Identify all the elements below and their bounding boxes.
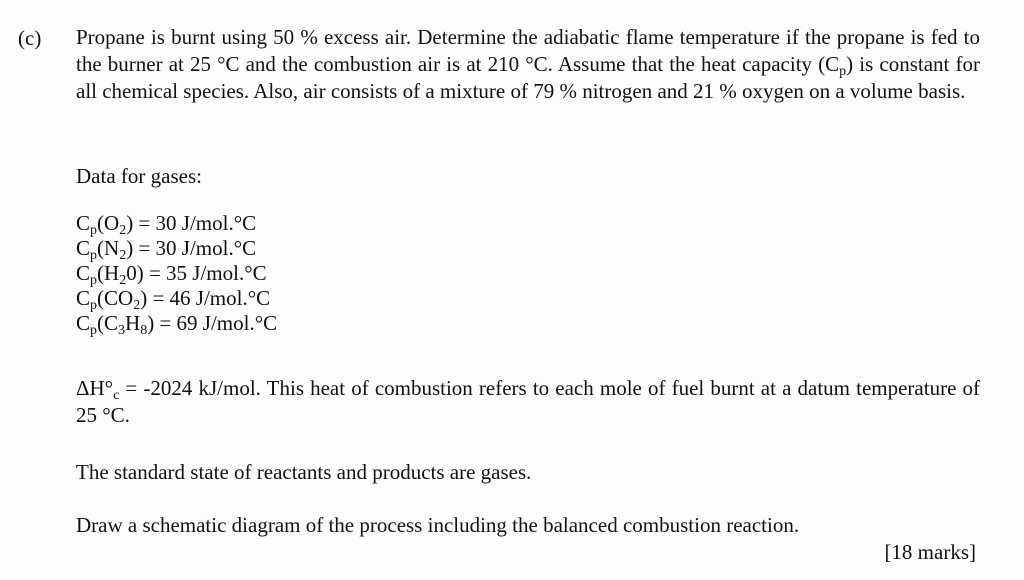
marks-label: [18 marks]: [884, 540, 976, 564]
cp-h2o-line: $C_p(H_20) = 35$ J/mol.°C: [76, 261, 267, 288]
question-label: (c): [18, 26, 42, 50]
cp-n2-value: = 30 J/mol.°C: [138, 236, 257, 260]
question-text: Propane is burnt using 50 % excess air. Determine the adiabatic flame temperature if the propane is fed to the burner at 25 °C and the combustion air is at 210 °C. Assume that the heat capacity $(C_p)$ is constant for all chemical species. Also, air consists of a mixture of 79 % nitrogen and 21 % oxygen on a volume basis.: [76, 25, 980, 103]
heat-capacity-list: [76, 211, 277, 336]
cp-co2-line: $C_p(CO_2) = 46$ J/mol.°C: [76, 286, 271, 313]
standard-state-text: The standard state of reactants and products are gases.: [76, 460, 532, 484]
cp-c3h8-value: = 69 J/mol.°C: [159, 311, 278, 335]
cp-h2o-value: = 35 J/mol.°C: [148, 261, 267, 285]
cp-c3h8-line: $C_p(C_3H_8) = 69$ J/mol.°C: [76, 311, 278, 338]
cp-co2-value: = 46 J/mol.°C: [152, 286, 271, 310]
cp-o2-line: $C_p(O_2) = 30$ J/mol.°C: [76, 211, 257, 238]
instruction-text: Draw a schematic diagram of the process including the balanced combustion reaction.: [76, 513, 800, 537]
enthalpy-text: = -2024 kJ/mol. This heat of combustion refers to each mole of fuel burnt at a datum temperature of 25 °C.: [76, 376, 981, 427]
cp-n2-line: $C_p(N_2) = 30$ J/mol.°C: [76, 236, 257, 263]
cp-o2-value: = 30 J/mol.°C: [138, 211, 257, 235]
data-heading: Data for gases:: [76, 164, 202, 188]
enthalpy-paragraph: $\Delta H^\circ_c = -2024$ kJ/mol. This heat of combustion refers to each mole of fuel burnt at a datum temperature of 25 °C.: [76, 376, 981, 427]
